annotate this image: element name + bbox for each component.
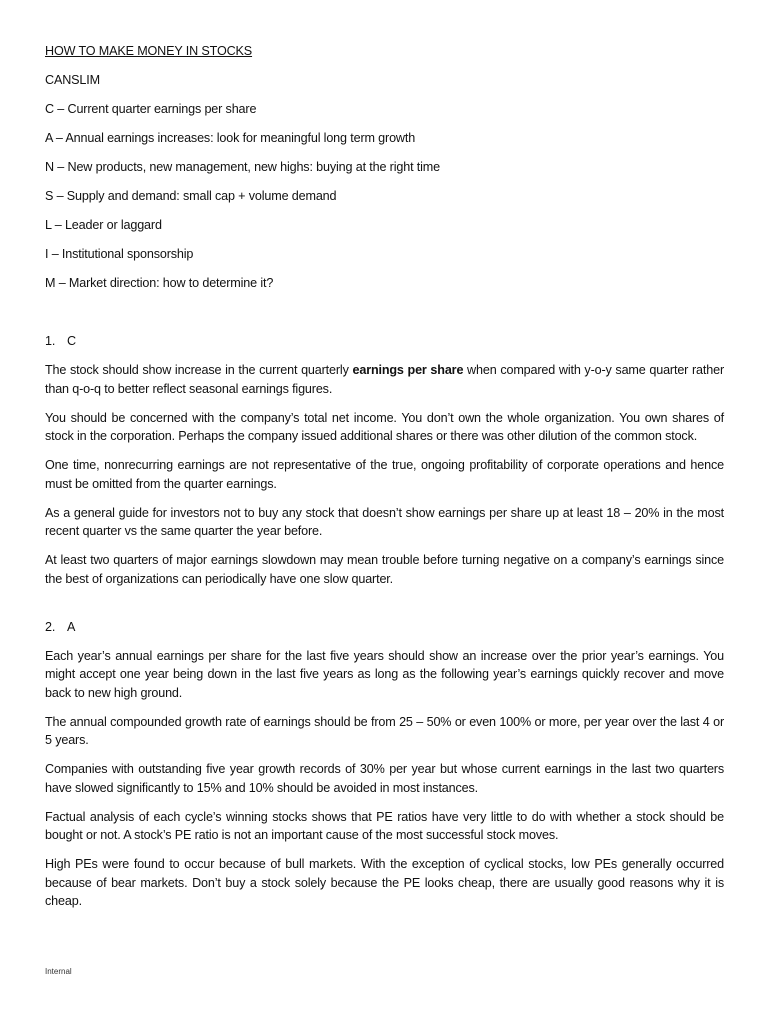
section-1-paragraph [45, 361, 724, 398]
footer-classification: Internal [45, 967, 72, 976]
section-1-heading [45, 332, 724, 351]
section-1-paragraph: One time, nonrecurring earnings are not representative of the true, ongoing profitability of corporate operations and hence must be omitted from the quarter earnings. [45, 458, 724, 491]
canslim-item-l: L – Leader or laggard [45, 218, 162, 232]
bold-term: earnings per share [352, 363, 464, 377]
section-2-heading [45, 618, 724, 637]
document-body [45, 42, 724, 921]
section-2-paragraph: Factual analysis of each cycle’s winning stocks shows that PE ratios have very little to do with whether a stock should be bought or not. A stock’s PE ratio is not an important cause of the most successful stock moves. [45, 809, 724, 842]
section-2-paragraph: Each year’s annual earnings per share for the last five years should show an increase over the prior year’s earnings. You might accept one year being down in the last five years as long as the following year’s earnings quickly recover and move back to new high ground. [45, 648, 724, 700]
canslim-item-m: M – Market direction: how to determine it? [45, 276, 274, 290]
section-2-paragraph: Companies with outstanding five year growth records of 30% per year but whose current earnings in the last two quarters have slowed significantly to 15% and 10% should be avoided in most instances. [45, 762, 724, 795]
canslim-item-n: N – New products, new management, new highs: buying at the right time [45, 160, 440, 174]
canslim-list [45, 100, 724, 293]
section-1-number: 1. [45, 334, 56, 348]
section-1-letter: C [67, 334, 76, 348]
section-2-paragraph: The annual compounded growth rate of earnings should be from 25 – 50% or even 100% or more, per year over the last 4 or 5 years. [45, 714, 724, 747]
section-2-letter: A [67, 619, 76, 634]
section-1-paragraph: As a general guide for investors not to buy any stock that doesn’t show earnings per share up at least 18 – 20% in the most recent quarter vs the same quarter the year before. [45, 505, 724, 538]
paragraph-text: when compared with y-o-y same quarter rather than q-o-q to better reflect seasonal earnings figures. [45, 363, 724, 396]
canslim-item-c: C – Current quarter earnings per share [45, 102, 257, 116]
canslim-item-a: A – Annual earnings increases: look for meaningful long term growth [45, 131, 416, 145]
section-2-number: 2. [45, 619, 56, 634]
section-2-paragraph: High PEs were found to occur because of bull markets. With the exception of cyclical stocks, low PEs generally occurred because of bear markets. Don’t buy a stock solely because the PE looks cheap, there are usually good reasons why it is cheap. [45, 857, 724, 908]
section-1-paragraph: You should be concerned with the company’s total net income. You don’t own the whole organization. You own shares of stock in the corporation. Perhaps the company issued additional shares or there was other dilution of the common stock. [45, 410, 724, 443]
canslim-item-s: S – Supply and demand: small cap + volume demand [45, 189, 337, 203]
section-1-paragraph: At least two quarters of major earnings slowdown may mean trouble before turning negative on a company’s earnings since the best of organizations can periodically have one slow quarter. [45, 553, 724, 586]
subtitle: CANSLIM [45, 73, 100, 87]
document-title: HOW TO MAKE MONEY IN STOCKS [45, 44, 253, 58]
paragraph-text: The stock should show increase in the current quarterly [45, 363, 353, 377]
canslim-item-i: I – Institutional sponsorship [45, 247, 194, 261]
